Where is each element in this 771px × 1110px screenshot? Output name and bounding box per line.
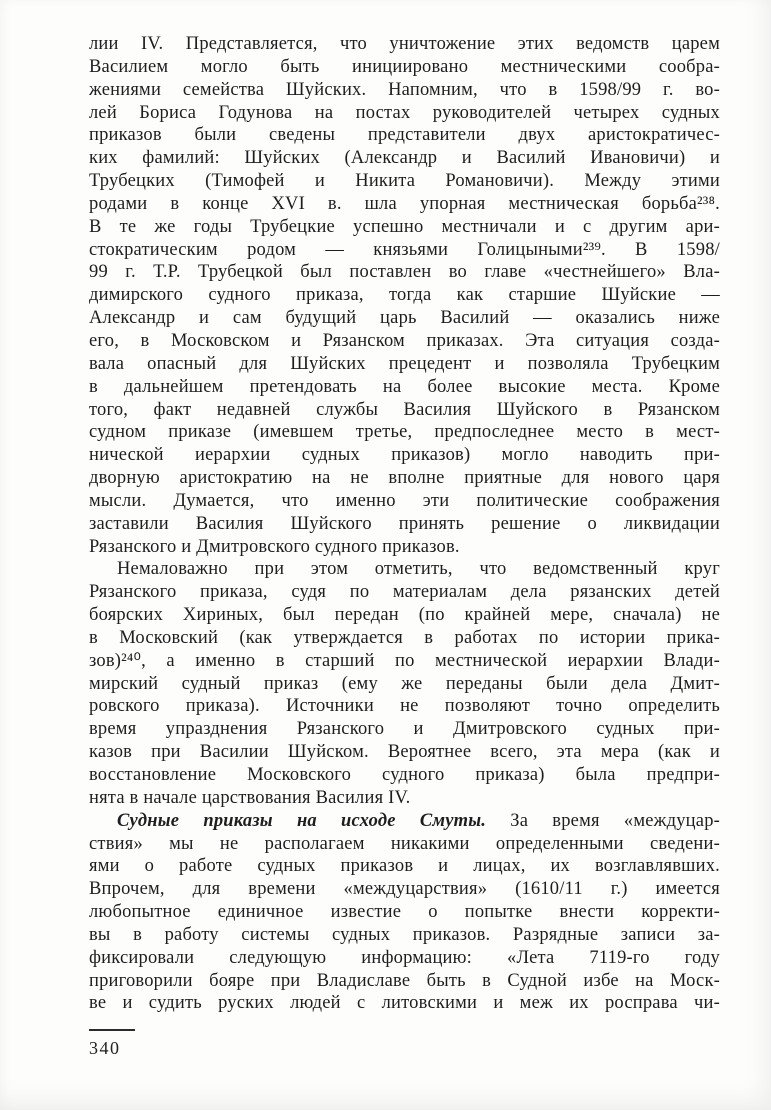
- text-line: дворную аристократию на не вполне приятные для нового царя: [89, 468, 720, 489]
- text-line: в дальнейшем претендовать на более высокие места. Кроме: [89, 376, 720, 397]
- text-line: ровского приказа). Источники не позволяют точно определить: [89, 696, 720, 717]
- text-line: боярских Хириных, был передан (по крайней мере, сначала) не: [89, 605, 720, 626]
- text-line: фиксировали следующую информацию: «Лета 7119-го году: [89, 947, 720, 968]
- text-line: Трубецких (Тимофей и Никита Романовичи). Между этими: [89, 171, 720, 192]
- text-line: казов при Василии Шуйском. Вероятнее всего, эта мера (как и: [89, 742, 720, 763]
- text-line: лей Бориса Годунова на постах руководителей четырех судных: [89, 102, 720, 123]
- text-line: судном приказе (имевшем третье, предпоследнее место в мест-: [89, 422, 720, 443]
- text-line-rest: За время «междуцар-: [486, 810, 721, 831]
- text-line: нята в начале царствования Василия IV.: [89, 787, 411, 808]
- text-line: Впрочем, для времени «междуцарствия» (1610/11 г.) имеется: [89, 879, 720, 900]
- text-line: мысли. Думается, что именно эти политические соображения: [89, 490, 720, 511]
- paragraph-2: [89, 558, 720, 809]
- text-line: Александр и сам будущий царь Василий — оказались ниже: [89, 308, 720, 329]
- text-line: в Московский (как утверждается в работах по истории прика-: [89, 627, 720, 648]
- text-line: лии IV. Представляется, что уничтожение этих ведомств царем: [89, 34, 720, 54]
- text-line: В те же годы Трубецкие успешно местничали и с другим ари-: [89, 216, 720, 237]
- text-line: зов)²⁴⁰, а именно в старший по местнической иерархии Влади-: [89, 650, 720, 671]
- page-footer: [89, 1029, 135, 1059]
- text-line: вала опасный для Шуйских прецедент и позволяла Трубецким: [89, 353, 720, 374]
- section-subheading: Судные приказы на исходе Смуты.: [117, 810, 487, 831]
- paragraph-3: [89, 810, 720, 1016]
- text-line: Рязанского и Дмитровского судного приказов.: [89, 536, 460, 557]
- text-line: [89, 810, 720, 833]
- paragraph-1: [89, 33, 720, 558]
- footer-rule: [89, 1029, 135, 1031]
- text-line: приказов были сведены представители двух аристократичес-: [89, 125, 720, 146]
- text-line: жениями семейства Шуйских. Напомним, что в 1598/99 г. во-: [89, 79, 720, 100]
- page-number: 340: [89, 1038, 121, 1058]
- text-block: [89, 33, 720, 1015]
- text-line: Рязанского приказа, судя по материалам дела рязанских детей: [89, 582, 720, 603]
- text-line: нической иерархии судных приказов) могло наводить при-: [89, 445, 720, 466]
- text-line: ями о работе судных приказов и лицах, их возглавлявших.: [89, 856, 720, 877]
- text-line: его, в Московском и Рязанском приказах. Эта ситуация созда-: [89, 330, 720, 351]
- text-line: 99 г. Т.Р. Трубецкой был поставлен во главе «честнейшего» Вла-: [89, 262, 720, 283]
- text-line: ве и судить руских людей с литовскими и меж их росправа чи-: [89, 993, 720, 1014]
- text-line: время упразднения Рязанского и Дмитровского судных при-: [89, 719, 720, 740]
- text-line: любопытное единичное известие о попытке внести корректи-: [89, 902, 720, 923]
- text-line: заставили Василия Шуйского принять решение о ликвидации: [89, 513, 720, 534]
- text-line: Василием могло быть инициировано местническими сообра-: [89, 56, 720, 77]
- text-line: ких фамилий: Шуйских (Александр и Василий Ивановичи) и: [89, 148, 720, 169]
- text-line: ствия» мы не располагаем никакими определенными сведени-: [89, 833, 720, 854]
- text-line: стократическим родом — князьями Голицыными²³⁹. В 1598/: [89, 239, 720, 260]
- text-line: димирского судного приказа, тогда как старшие Шуйские —: [89, 285, 720, 306]
- text-line: мирский судный приказ (ему же переданы были дела Дмит-: [89, 673, 720, 694]
- text-line: вы в работу системы судных приказов. Разрядные записи за-: [89, 924, 720, 945]
- text-line: того, факт недавней службы Василия Шуйского в Рязанском: [89, 399, 720, 420]
- text-line: родами в конце XVI в. шла упорная местническая борьба²³⁸.: [89, 193, 720, 214]
- text-line: восстановление Московского судного приказа) была предпри-: [89, 765, 720, 785]
- text-line: Немаловажно при этом отметить, что ведомственный круг: [117, 559, 720, 580]
- text-line: приговорили бояре при Владиславе быть в Судной избе на Моск-: [89, 970, 720, 991]
